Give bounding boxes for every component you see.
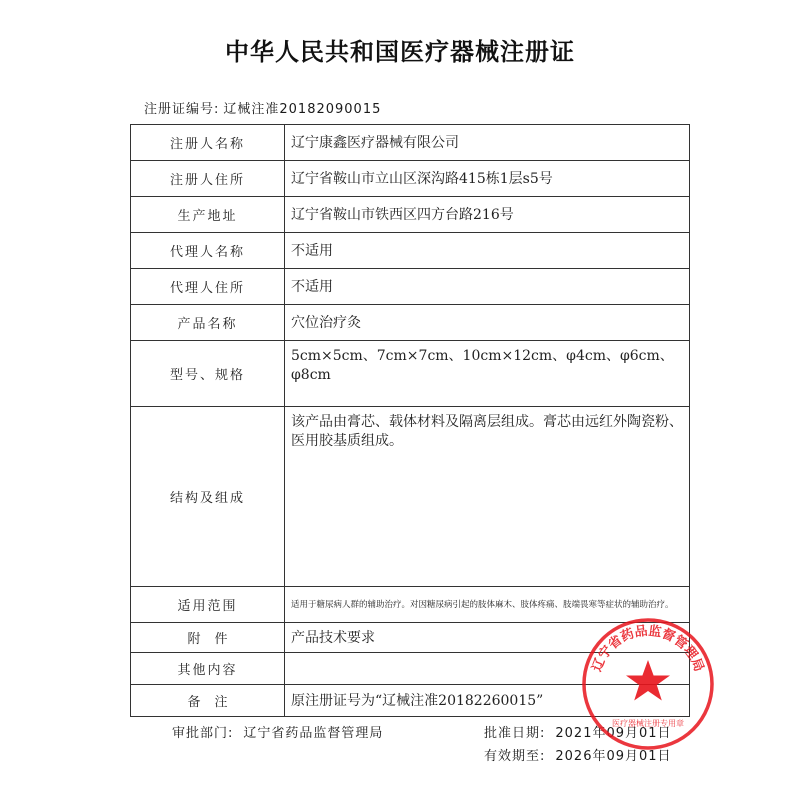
seal-subtext: 医疗器械注册专用章 <box>612 719 684 728</box>
valid-date-value: 2026年09月01日 <box>555 749 672 764</box>
table-row <box>131 305 690 341</box>
approve-date-label: 批准日期: <box>484 726 546 741</box>
registrant-name-value: 辽宁康鑫医疗器械有限公司 <box>285 125 690 161</box>
attachment-value: 产品技术要求 <box>285 623 690 653</box>
valid-date-label: 有效期至: <box>484 749 546 764</box>
model-spec-value: 5cm×5cm、7cm×7cm、10cm×12cm、φ4cm、φ6cm、φ8cm <box>285 341 690 407</box>
table-row <box>131 341 690 407</box>
table-row <box>131 269 690 305</box>
product-name-label: 产品名称 <box>131 305 285 341</box>
production-address-value: 辽宁省鞍山市铁西区四方台路216号 <box>285 197 690 233</box>
registration-number-value: 辽械注准20182090015 <box>223 102 382 117</box>
seal-text: 辽宁省药品监督管理局 <box>589 623 707 674</box>
table-row <box>131 197 690 233</box>
approver-value: 辽宁省药品监督管理局 <box>243 726 384 741</box>
registrant-address-label: 注册人住所 <box>131 161 285 197</box>
product-name-value: 穴位治疗灸 <box>285 305 690 341</box>
structure-value: 该产品由膏芯、载体材料及隔离层组成。膏芯由远红外陶瓷粉、医用胶基质组成。 <box>285 407 690 587</box>
table-row <box>131 161 690 197</box>
registrant-name-label: 注册人名称 <box>131 125 285 161</box>
remarks-value: 原注册证号为“辽械注准20182260015” <box>285 685 690 717</box>
document-title: 中华人民共和国医疗器械注册证 <box>225 38 575 66</box>
agent-address-value: 不适用 <box>285 269 690 305</box>
seal-star-icon <box>626 660 670 701</box>
model-spec-label: 型号、规格 <box>131 341 285 407</box>
table-row <box>131 407 690 587</box>
scope-label: 适用范围 <box>131 587 285 623</box>
agent-name-label: 代理人名称 <box>131 233 285 269</box>
agent-address-label: 代理人住所 <box>131 269 285 305</box>
approver <box>172 722 383 741</box>
remarks-label: 备注 <box>131 685 285 717</box>
approve-date-value: 2021年09月01日 <box>555 726 672 741</box>
approver-label: 审批部门: <box>172 726 234 741</box>
registrant-address-value: 辽宁省鞍山市立山区深沟路415栋1层s5号 <box>285 161 690 197</box>
official-seal <box>578 614 718 754</box>
registration-number <box>140 98 381 117</box>
other-label: 其他内容 <box>131 653 285 685</box>
structure-label: 结构及组成 <box>131 407 285 587</box>
registration-number-label: 注册证编号: <box>144 102 220 117</box>
scope-value: 适用于糖尿病人群的辅助治疗。对因糖尿病引起的肢体麻木、肢体疼痛、肢端畏寒等症状的辅助治疗。 <box>285 587 690 623</box>
agent-name-value: 不适用 <box>285 233 690 269</box>
attachment-label: 附件 <box>131 623 285 653</box>
production-address-label: 生产地址 <box>131 197 285 233</box>
table-row <box>131 233 690 269</box>
table-row <box>131 125 690 161</box>
